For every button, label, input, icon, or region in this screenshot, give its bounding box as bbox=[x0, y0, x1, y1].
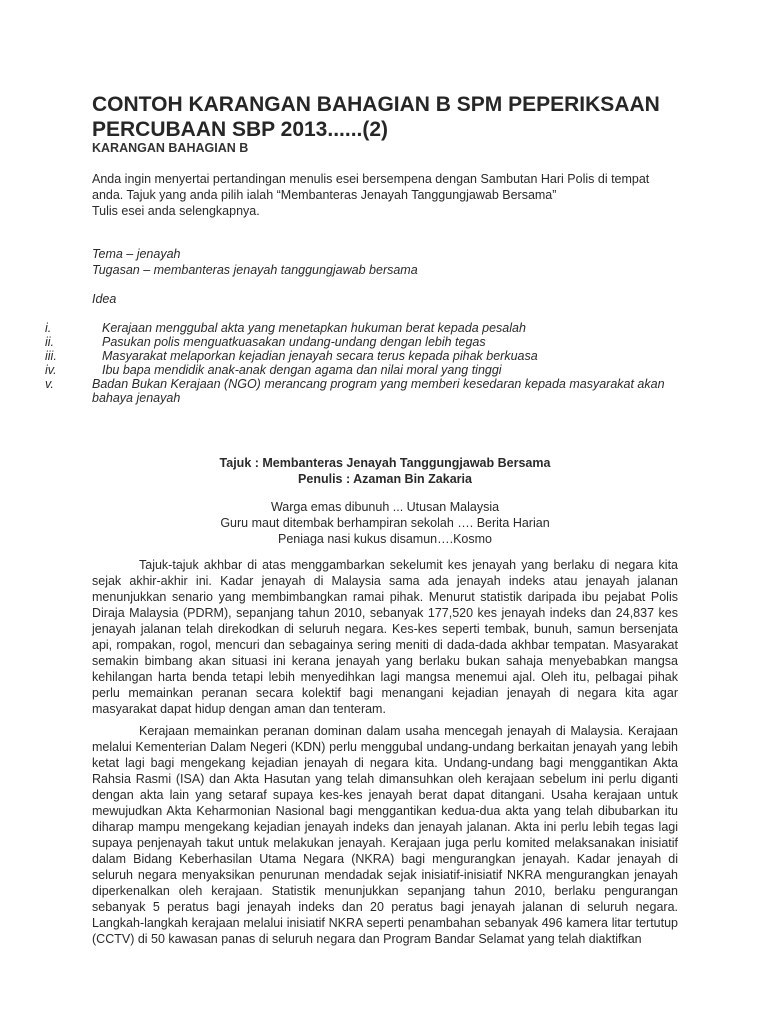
headline-item: Guru maut ditembak berhampiran sekolah …. Berita Harian bbox=[220, 516, 550, 530]
document-title: CONTOH KARANGAN BAHAGIAN B SPM PEPERIKSAAN PERCUBAAN SBP 2013......(2) bbox=[92, 93, 660, 141]
task-line: Tugasan – membanteras jenayah tanggungjawab bersama bbox=[92, 263, 418, 277]
essay-title: Tajuk : Membanteras Jenayah Tanggungjawab Bersama bbox=[219, 456, 551, 470]
list-item bbox=[45, 363, 679, 377]
list-item-text: Badan Bukan Kerajaan (NGO) merancang program yang memberi kesedaran kepada masyarakat akan bahaya jenayah bbox=[92, 377, 665, 405]
list-item-number: iv. bbox=[45, 363, 57, 377]
essay-paragraph-1: Tajuk-tajuk akhbar di atas menggambarkan sekelumit kes jenayah yang berlaku di negara kita sejak akhir-akhir ini. Kadar jenayah di Malaysia sama ada jenayah indeks atau jenayah jalanan menunjukkan senario yang membimbangkan ramai pihak. Menurut statistik daripada ibu pejabat Polis Diraja Malaysia (PDRM), sepanjang tahun 2010, sebanyak 177,520 kes jenayah indeks dan 24,837 kes jenayah jalanan telah direkodkan di seluruh negara. Kes-kes seperti tembak, bunuh, samun bersenjata api, rompakan, rogol, mencuri dan sebagainya sering meniti di dada-dada akhbar tempatan. Masyarakat semakin bimbang akan situasi ini kerana jenayah yang berlaku bukan sahaja menyebabkan mangsa kehilangan harta benda tetapi lebih menyedihkan lagi mangsa menemui ajal. Oleh itu, pelbagai pihak perlu memainkan peranan secara kolektif bagi menangani kejadian jenayah di negara kita agar masyarakat dapat hidup dengan aman dan tenteram. bbox=[92, 558, 678, 716]
list-item bbox=[45, 321, 679, 335]
list-item bbox=[45, 377, 679, 405]
list-item-number: ii. bbox=[45, 335, 55, 349]
question-text: Anda ingin menyertai pertandingan menulis esei bersempena dengan Sambutan Hari Polis di tempat anda. Tajuk yang anda pilih ialah “Membanteras Jenayah Tanggungjawab Bersama” bbox=[92, 172, 650, 202]
essay-header bbox=[92, 455, 678, 487]
list-item-number: v. bbox=[45, 377, 54, 391]
headline-item: Peniaga nasi kukus disamun….Kosmo bbox=[277, 532, 492, 546]
list-item bbox=[45, 349, 679, 363]
list-item-text: Pasukan polis menguatkuasakan undang-undang dengan lebih tegas bbox=[102, 335, 486, 349]
question-instruction-line: Tulis esei anda selengkapnya. bbox=[92, 204, 260, 218]
essay-author: Penulis : Azaman Bin Zakaria bbox=[298, 472, 472, 486]
headline-block bbox=[92, 499, 678, 547]
theme-line: Tema – jenayah bbox=[92, 247, 181, 261]
theme-block bbox=[92, 246, 678, 278]
idea-heading: Idea bbox=[92, 292, 117, 306]
headline-item: Warga emas dibunuh ... Utusan Malaysia bbox=[270, 500, 500, 514]
list-item-number: i. bbox=[45, 321, 52, 335]
list-item-text: Masyarakat melaporkan kejadian jenayah secara terus kepada pihak berkuasa bbox=[102, 349, 538, 363]
idea-list bbox=[45, 321, 679, 405]
section-subtitle: KARANGAN BAHAGIAN B bbox=[92, 141, 249, 155]
list-item-text: Kerajaan menggubal akta yang menetapkan hukuman berat kepada pesalah bbox=[102, 321, 526, 335]
list-item-text: Ibu bapa mendidik anak-anak dengan agama dan nilai moral yang tinggi bbox=[102, 363, 502, 377]
list-item-number: iii. bbox=[45, 349, 57, 363]
question-instructions bbox=[92, 171, 678, 219]
essay-paragraph-2: Kerajaan memainkan peranan dominan dalam usaha mencegah jenayah di Malaysia. Kerajaan melalui Kementerian Dalam Negeri (KDN) perlu menggubal undang-undang berkaitan jenayah yang lebih ketat lagi bagi mengekang kejadian jenayah di negara kita. Undang-undang bagi menggantikan Akta Rahsia Rasmi (ISA) dan Akta Hasutan yang telah dimansuhkan oleh kerajaan sebelum ini perlu diganti dengan akta lain yang setaraf supaya kes-kes jenayah berat dapat ditangani. Usaha kerajaan untuk mewujudkan Akta Keharmonian Nasional bagi menggantikan kedua-dua akta yang telah dibubarkan itu diharap mampu mengekang kejadian jenayah indeks dan jenayah jalanan. Akta ini perlu lebih tegas lagi supaya penjenayah takut untuk melakukan jenayah. Kerajaan juga perlu komited melaksanakan inisiatif dalam Bidang Keberhasilan Utama Negara (NKRA) bagi mengurangkan jenayah. Kadar jenayah di seluruh negara menyaksikan penurunan mendadak sejak inisiatif-inisiatif NKRA mengurangkan jenayah diperkenalkan oleh kerajaan. Statistik menunjukkan sepanjang tahun 2010, berlaku pengurangan sebanyak 5 peratus bagi jenayah indeks dan 20 peratus bagi jenayah jalanan di seluruh negara. Langkah-langkah kerajaan melalui inisiatif NKRA seperti penambahan sebanyak 496 kamera litar tertutup (CCTV) di 50 kawasan panas di seluruh negara dan Program Bandar Selamat yang telah diaktifkan bbox=[92, 724, 678, 946]
list-item bbox=[45, 335, 679, 349]
